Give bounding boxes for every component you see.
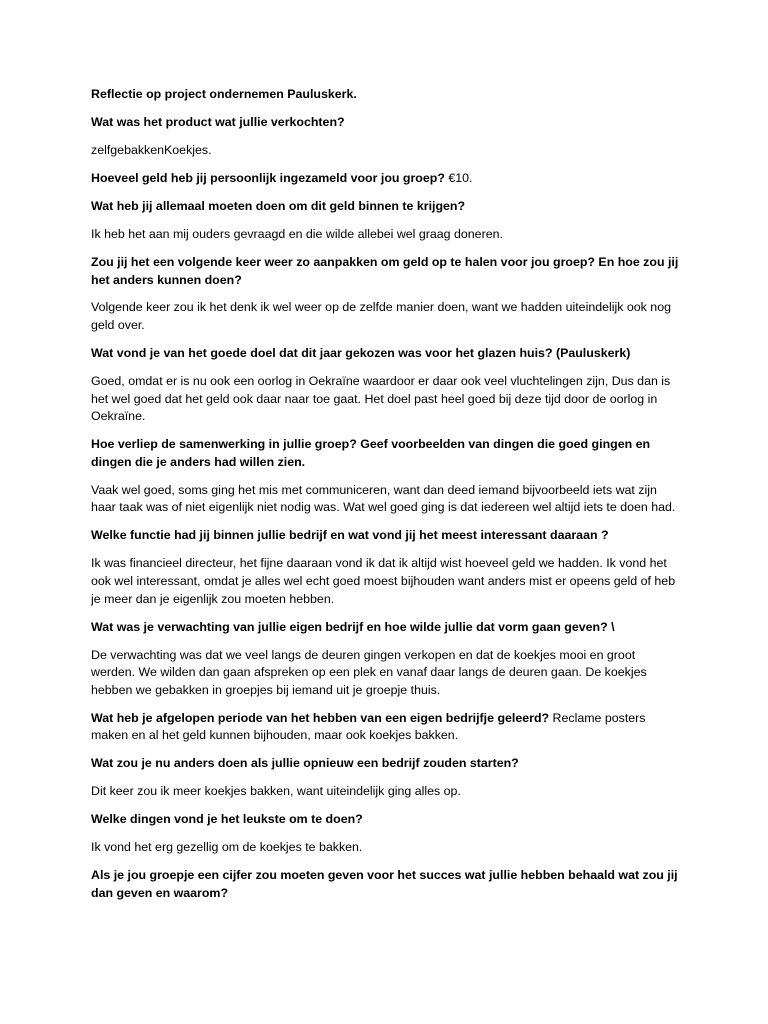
document-title: Reflectie op project ondernemen Pauluskerk. [91, 87, 357, 101]
answer-5: Goed, omdat er is nu ook een oorlog in Oekraïne waardoor er daar ook veel vluchtelingen zijn, Dus dan is het wel goed dat het geld ook daar naar toe gaat. Het doel past heel goed bij deze tijd door de oorlog in Oekraïne. [91, 374, 671, 424]
question-3: Wat heb jij allemaal moeten doen om dit geld binnen te krijgen? [91, 198, 466, 213]
answer-2-inline: €10. [444, 170, 473, 185]
answer-6: Vaak wel goed, soms ging het mis met communiceren, want dan deed iemand bijvoorbeeld iets wat zijn haar taak was of niet eigenlijk niet nodig was. Wat wel goed ging is dat iedereen wel altijd iets te doen had. [91, 482, 676, 515]
question-9: Wat heb je afgelopen periode van het hebben van een eigen bedrijfje geleerd? [91, 710, 550, 725]
question-answer-9 [91, 710, 681, 745]
answer-3: Ik heb het aan mij ouders gevraagd en die wilde allebei wel graag doneren. [91, 226, 503, 241]
question-answer-2 [91, 170, 681, 188]
question-7: Welke functie had jij binnen jullie bedrijf en wat vond jij het meest interessant daaraan ? [91, 528, 609, 543]
question-1: Wat was het product wat jullie verkochten? [91, 114, 345, 129]
document-page [91, 86, 681, 913]
question-5: Wat vond je van het goede doel dat dit jaar gekozen was voor het glazen huis? (Pauluskerk) [91, 346, 631, 361]
answer-11: Ik vond het erg gezellig om de koekjes te bakken. [91, 840, 363, 855]
answer-4: Volgende keer zou ik het denk ik wel weer op de zelfde manier doen, want we hadden uiteindelijk ook nog geld over. [91, 300, 671, 333]
question-12: Als je jou groepje een cijfer zou moeten geven voor het succes wat jullie hebben behaald wat zou jij dan geven en waarom? [91, 868, 678, 900]
question-6: Hoe verliep de samenwerking in jullie groep? Geef voorbeelden van dingen die goed gingen en dingen die je anders had willen zien. [91, 437, 651, 469]
question-11: Welke dingen vond je het leukste om te doen? [91, 812, 363, 827]
question-10: Wat zou je nu anders doen als jullie opnieuw een bedrijf zouden starten? [91, 756, 519, 771]
question-8: Wat was je verwachting van jullie eigen bedrijf en hoe wilde jullie dat vorm gaan geven? \ [91, 619, 615, 634]
question-2: Hoeveel geld heb jij persoonlijk ingezameld voor jou groep? [91, 170, 445, 185]
answer-7: Ik was financieel directeur, het fijne daaraan vond ik dat ik altijd wist hoeveel geld we hadden. Ik vond het ook wel interessant, omdat je alles wel echt goed moest bijhouden want anders mist er opeens geld of heb je meer dan je eigenlijk zou moeten hebben. [91, 556, 676, 606]
answer-1: zelfgebakkenKoekjes. [91, 142, 212, 157]
answer-8: De verwachting was dat we veel langs de deuren gingen verkopen en dat de koekjes mooi en groot werden. We wilden dan gaan afspreken op een plek en vanaf daar langs de deuren gaan. De koekjes hebben we gebakken in groepjes bij iemand uit je groepje thuis. [91, 647, 647, 697]
answer-10: Dit keer zou ik meer koekjes bakken, want uiteindelijk ging alles op. [91, 784, 461, 799]
question-4: Zou jij het een volgende keer weer zo aanpakken om geld op te halen voor jou groep? En hoe zou jij het anders kunnen doen? [91, 254, 679, 287]
answer-9-inline: Reclame posters maken en al het geld kunnen bijhouden, maar ook koekjes bakken. [91, 710, 646, 743]
